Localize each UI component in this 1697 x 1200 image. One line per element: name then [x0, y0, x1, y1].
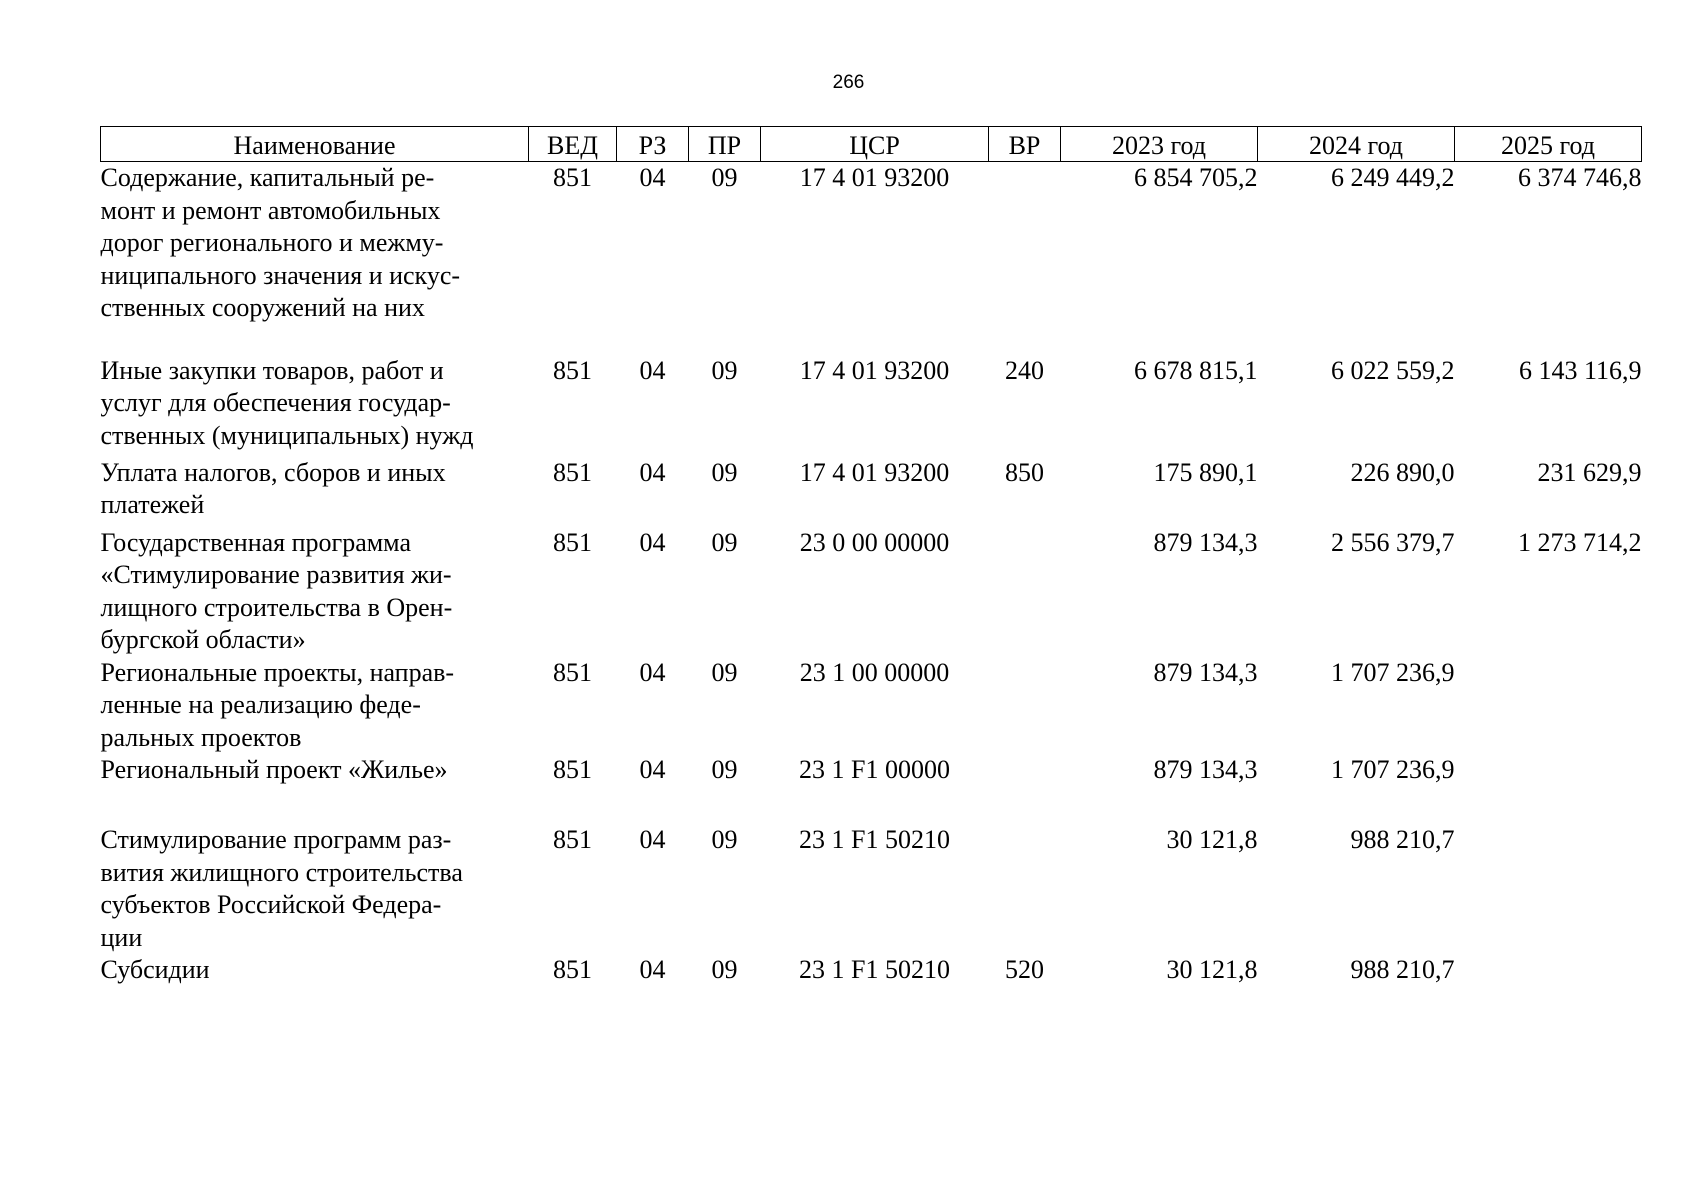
- cell-rz: 04: [639, 457, 666, 487]
- cell-csr: 23 0 00 00000: [799, 527, 950, 557]
- cell-name-line: Субсидии: [100, 955, 210, 984]
- cell-2023: 879 134,3: [1153, 527, 1258, 557]
- cell-ved: 851: [553, 657, 592, 687]
- cell-name-line: «Стимулирование развития жи-: [100, 560, 452, 589]
- cell-2023: 6 678 815,1: [1134, 355, 1258, 385]
- cell-vr: [989, 657, 1061, 755]
- page-number: 266: [832, 72, 865, 93]
- cell-ved: 851: [553, 355, 592, 385]
- cell-name: [101, 754, 529, 824]
- cell-ved: 851: [553, 457, 592, 487]
- cell-name-line: платежей: [100, 490, 205, 519]
- cell-pr: 09: [711, 457, 738, 487]
- cell-csr: 17 4 01 93200: [799, 163, 950, 192]
- table-row: [101, 355, 1642, 457]
- cell-rz: 04: [639, 825, 666, 854]
- cell-ved: 851: [553, 955, 592, 984]
- cell-2024: 226 890,0: [1350, 457, 1455, 487]
- cell-name-line: услуг для обеспечения государ-: [100, 388, 451, 417]
- cell-vr: [989, 527, 1061, 657]
- cell-2023: 30 121,8: [1166, 825, 1258, 854]
- cell-name: [101, 355, 529, 457]
- cell-pr: 09: [711, 163, 738, 192]
- cell-name-line: ственных сооружений на них: [100, 293, 425, 322]
- cell-2025: [1455, 824, 1642, 954]
- cell-name-line: ции: [100, 922, 143, 952]
- cell-name-line: субъектов Российской Федера-: [100, 890, 442, 919]
- table-header-row: [101, 127, 1642, 162]
- cell-vr: 850: [1005, 457, 1044, 487]
- header-2024: 2024 год: [1258, 127, 1455, 162]
- cell-2025: [1455, 657, 1642, 755]
- cell-rz: 04: [639, 527, 666, 557]
- cell-name: [101, 954, 529, 994]
- header-2025: 2025 год: [1455, 127, 1642, 162]
- cell-vr: [989, 162, 1061, 355]
- header-rz: РЗ: [617, 127, 689, 162]
- cell-2025: 1 273 714,2: [1518, 527, 1642, 557]
- table-row: [101, 162, 1642, 355]
- cell-name-line: монт и ремонт автомобильных: [100, 195, 441, 225]
- cell-2023: 30 121,8: [1166, 955, 1258, 984]
- cell-csr: 23 1 F1 50210: [799, 825, 950, 854]
- table-row: [101, 754, 1642, 824]
- cell-vr: 240: [1005, 355, 1044, 385]
- cell-2023: 175 890,1: [1153, 457, 1258, 487]
- cell-pr: 09: [711, 755, 738, 784]
- table-row: [101, 527, 1642, 657]
- cell-pr: 09: [711, 955, 738, 984]
- cell-vr: [989, 824, 1061, 954]
- cell-csr: 23 1 F1 00000: [799, 755, 950, 784]
- cell-pr: 09: [711, 825, 738, 854]
- header-ved: ВЕД: [529, 127, 617, 162]
- cell-name-line: Уплата налогов, сборов и иных: [100, 457, 446, 487]
- cell-2024: 1 707 236,9: [1331, 657, 1455, 687]
- cell-name-line: ственных (муниципальных) нужд: [100, 420, 474, 450]
- cell-2025: 231 629,9: [1537, 457, 1642, 487]
- table-row: [101, 457, 1642, 527]
- table-row: [101, 824, 1642, 954]
- cell-csr: 17 4 01 93200: [799, 457, 950, 487]
- cell-2025: [1455, 754, 1642, 824]
- cell-2024: 2 556 379,7: [1331, 527, 1455, 557]
- cell-pr: 09: [711, 355, 738, 385]
- cell-2024: 1 707 236,9: [1331, 755, 1455, 784]
- cell-ved: 851: [553, 825, 592, 854]
- cell-name: [101, 657, 529, 755]
- cell-name: [101, 457, 529, 527]
- table-row: [101, 954, 1642, 994]
- cell-ved: 851: [553, 163, 592, 192]
- cell-name-line: лищного строительства в Орен-: [100, 592, 453, 622]
- cell-2025: 6 374 746,8: [1518, 163, 1642, 192]
- cell-name-line: ленные на реализацию феде-: [100, 690, 421, 719]
- cell-name: [101, 527, 529, 657]
- cell-2023: 6 854 705,2: [1134, 163, 1258, 192]
- cell-name-line: ниципального значения и искус-: [100, 260, 461, 290]
- cell-name-line: Региональные проекты, направ-: [100, 657, 455, 687]
- budget-table: [100, 126, 1642, 994]
- cell-rz: 04: [639, 755, 666, 784]
- header-name: Наименование: [101, 127, 529, 162]
- cell-2024: 6 249 449,2: [1331, 163, 1455, 192]
- header-pr: ПР: [689, 127, 761, 162]
- cell-2025: 6 143 116,9: [1518, 355, 1642, 385]
- cell-name: [101, 162, 529, 355]
- cell-vr: [989, 754, 1061, 824]
- cell-csr: 17 4 01 93200: [799, 355, 950, 385]
- cell-name-line: бургской области»: [100, 625, 306, 654]
- header-2023: 2023 год: [1061, 127, 1258, 162]
- cell-name-line: вития жилищного строительства: [100, 857, 463, 887]
- cell-rz: 04: [639, 657, 666, 687]
- cell-name-line: Региональный проект «Жилье»: [100, 755, 448, 784]
- cell-pr: 09: [711, 527, 738, 557]
- cell-2024: 6 022 559,2: [1331, 355, 1455, 385]
- header-vr: ВР: [989, 127, 1061, 162]
- cell-ved: 851: [553, 527, 592, 557]
- cell-name-line: Содержание, капитальный ре-: [100, 163, 435, 192]
- cell-2023: 879 134,3: [1153, 657, 1258, 687]
- cell-name-line: Иные закупки товаров, работ и: [100, 355, 444, 385]
- cell-vr: 520: [1005, 955, 1044, 984]
- cell-rz: 04: [639, 355, 666, 385]
- cell-2023: 879 134,3: [1153, 755, 1258, 784]
- cell-pr: 09: [711, 657, 738, 687]
- cell-2025: [1455, 954, 1642, 994]
- header-csr: ЦСР: [761, 127, 989, 162]
- cell-2024: 988 210,7: [1350, 955, 1455, 984]
- cell-rz: 04: [639, 955, 666, 984]
- cell-name-line: дорог регионального и межму-: [100, 228, 444, 257]
- cell-2024: 988 210,7: [1350, 825, 1455, 854]
- cell-csr: 23 1 00 00000: [799, 657, 950, 687]
- cell-name-line: Стимулирование программ раз-: [100, 825, 452, 854]
- cell-name-line: Государственная программа: [100, 527, 412, 557]
- table-body: [101, 162, 1642, 995]
- table-row: [101, 657, 1642, 755]
- cell-rz: 04: [639, 163, 666, 192]
- cell-csr: 23 1 F1 50210: [799, 955, 950, 984]
- cell-ved: 851: [553, 755, 592, 784]
- cell-name-line: ральных проектов: [100, 722, 302, 752]
- cell-name: [101, 824, 529, 954]
